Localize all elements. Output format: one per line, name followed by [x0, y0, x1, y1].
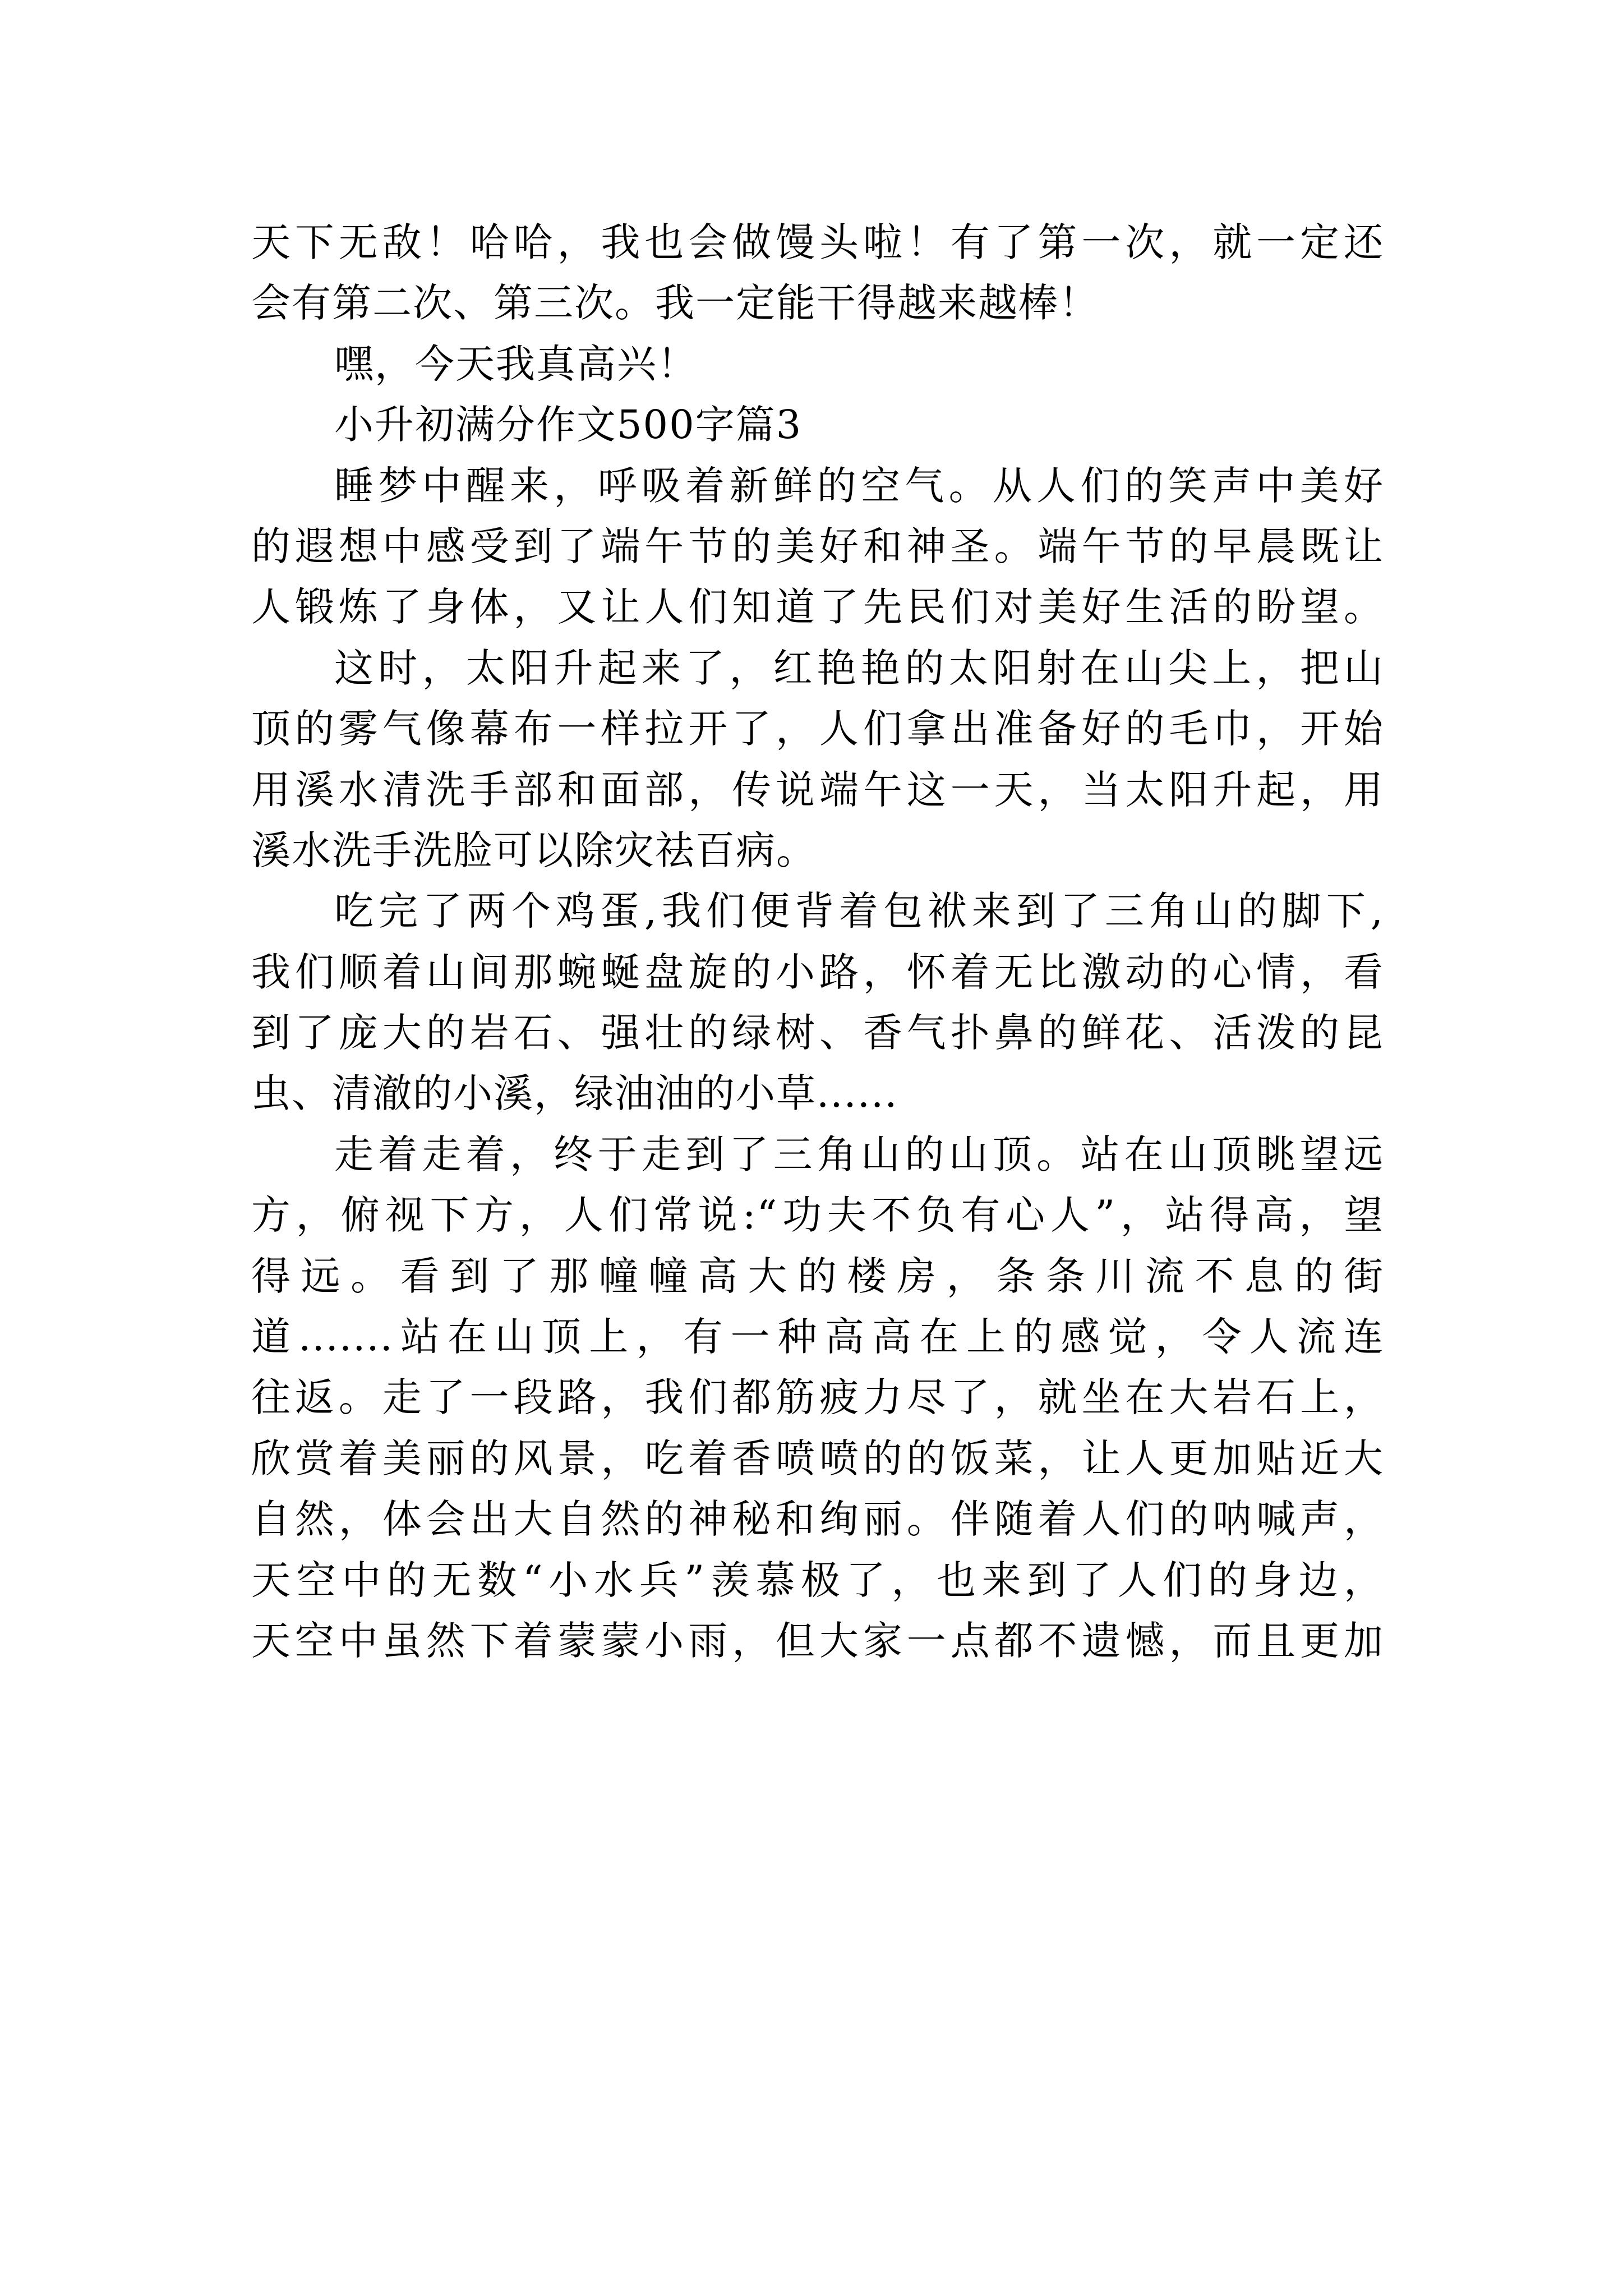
text-line: 睡梦中醒来，呼吸着新鲜的空气。从人们的笑声中美好 [334, 462, 1384, 509]
text-line: 虫、清澈的小溪，绿油油的小草...... [251, 1070, 898, 1117]
text-line: 会有第二次、第三次。我一定能干得越来越棒！ [251, 280, 1099, 326]
text-line: 溪水洗手洗脸可以除灾祛百病。 [251, 827, 817, 873]
text-line: 到了庞大的岩石、强壮的绿树、香气扑鼻的鲜花、活泼的昆 [251, 1010, 1384, 1056]
text-line: 往返。走了一段路，我们都筋疲力尽了，就坐在大岩石上， [251, 1374, 1384, 1421]
text-line: 走着走着，终于走到了三角山的山顶。站在山顶眺望远 [334, 1131, 1384, 1177]
text-line: 嘿，今天我真高兴！ [334, 341, 698, 387]
document-body [251, 212, 1384, 1671]
text-line: 我们顺着山间那蜿蜒盘旋的小路，怀着无比激动的心情，看 [251, 949, 1384, 995]
text-line: 这时，太阳升起来了，红艳艳的太阳射在山尖上，把山 [334, 645, 1384, 691]
text-line: 道.......站在山顶上，有一种高高在上的感觉，令人流连 [251, 1314, 1384, 1360]
text-line: 顶的雾气像幕布一样拉开了，人们拿出准备好的毛巾，开始 [251, 706, 1384, 752]
text-line: 欣赏着美丽的风景，吃着香喷喷的的饭菜，让人更加贴近大 [251, 1435, 1384, 1481]
text-line: 的遐想中感受到了端午节的美好和神圣。端午节的早晨既让 [251, 523, 1384, 569]
text-line: 天空中虽然下着蒙蒙小雨，但大家一点都不遗憾，而且更加 [251, 1617, 1384, 1664]
text-line: 吃完了两个鸡蛋,我们便背着包袱来到了三角山的脚下, [334, 888, 1384, 935]
text-line: 方，俯视下方，人们常说:“功夫不负有心人”，站得高，望 [251, 1192, 1384, 1239]
text-line: 天下无敌！哈哈，我也会做馒头啦！有了第一次，就一定还 [251, 219, 1384, 265]
text-line: 用溪水清洗手部和面部，传说端午这一天，当太阳升起，用 [251, 766, 1384, 813]
text-line: 自然，体会出大自然的神秘和绚丽。伴随着人们的呐喊声， [251, 1496, 1384, 1543]
text-line: 得远。看到了那幢幢高大的楼房，条条川流不息的街 [251, 1253, 1384, 1299]
section-heading: 小升初满分作文500字篇3 [334, 402, 803, 448]
text-line: 人锻炼了身体，又让人们知道了先民们对美好生活的盼望。 [251, 584, 1384, 631]
text-line: 天空中的无数“小水兵”羡慕极了，也来到了人们的身边， [251, 1557, 1384, 1603]
